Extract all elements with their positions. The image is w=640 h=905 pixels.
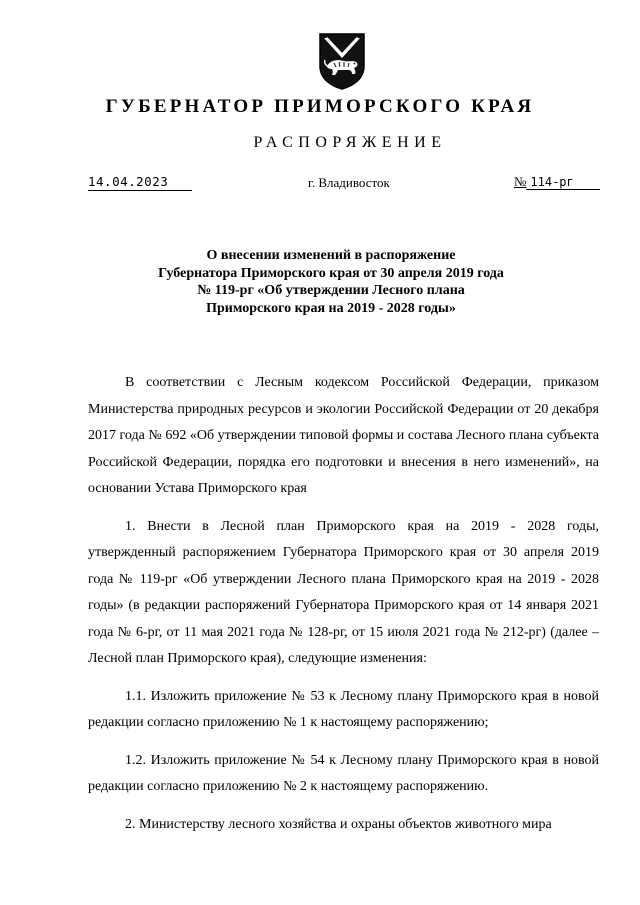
title-line: О внесении изменений в распоряжение [206,248,456,263]
coat-of-arms-icon [318,32,366,90]
document-type: РАСПОРЯЖЕНИЕ [253,134,447,151]
issuing-authority: ГУБЕРНАТОР ПРИМОРСКОГО КРАЯ [105,96,535,117]
clause-2-paragraph: 2. Министерству лесного хозяйства и охраны объектов животного мира [125,816,552,832]
document-city: г. Владивосток [308,175,390,190]
document-title [100,247,562,317]
clause-1-1-paragraph: 1.1. Изложить приложение № 53 к Лесному плану Приморского края в новой редакции согласно приложению № 1 к настоящему распоряжению; [88,688,599,730]
document-date: 14.04.2023 [88,174,192,191]
title-line: Приморского края на 2019 - 2028 годы» [206,300,456,316]
document-number: 114-рг [526,175,600,190]
document-number-field [514,174,610,190]
number-label: № [514,174,527,189]
document-body [88,370,599,838]
clause-1-2-paragraph: 1.2. Изложить приложение № 54 к Лесному плану Приморского края в новой редакции согласно приложению № 2 к настоящему распоряжению. [88,752,599,794]
title-line: Губернатора Приморского края от 30 апреля 2019 года [158,265,504,281]
title-line: № 119-рг «Об утверждении Лесного плана [197,283,465,298]
clause-1-paragraph: 1. Внести в Лесной план Приморского края на 2019 - 2028 годы, утвержденный распоряжением Губернатора Приморского края от 30 апреля 2019 года № 119-рг «Об утверждении Лесного плана Приморского края на 2019 - 2028 годы» (в редакции распоряжений Губернатора Приморского края от 14 января 2021 года № 6-рг, от 11 мая 2021 года № 128-рг, от 15 июля 2021 года № 212-рг) (далее – Лесной план Приморского края), следующие изменения: [88,518,599,666]
preamble-paragraph: В соответствии с Лесным кодексом Российской Федерации, приказом Министерства природных ресурсов и экологии Российской Федерации от 20 декабря 2017 года № 692 «Об утверждении типовой формы и состава Лесного плана субъекта Российской Федерации, порядка его подготовки и внесения в него изменений», на основании Устава Приморского края [88,375,599,496]
